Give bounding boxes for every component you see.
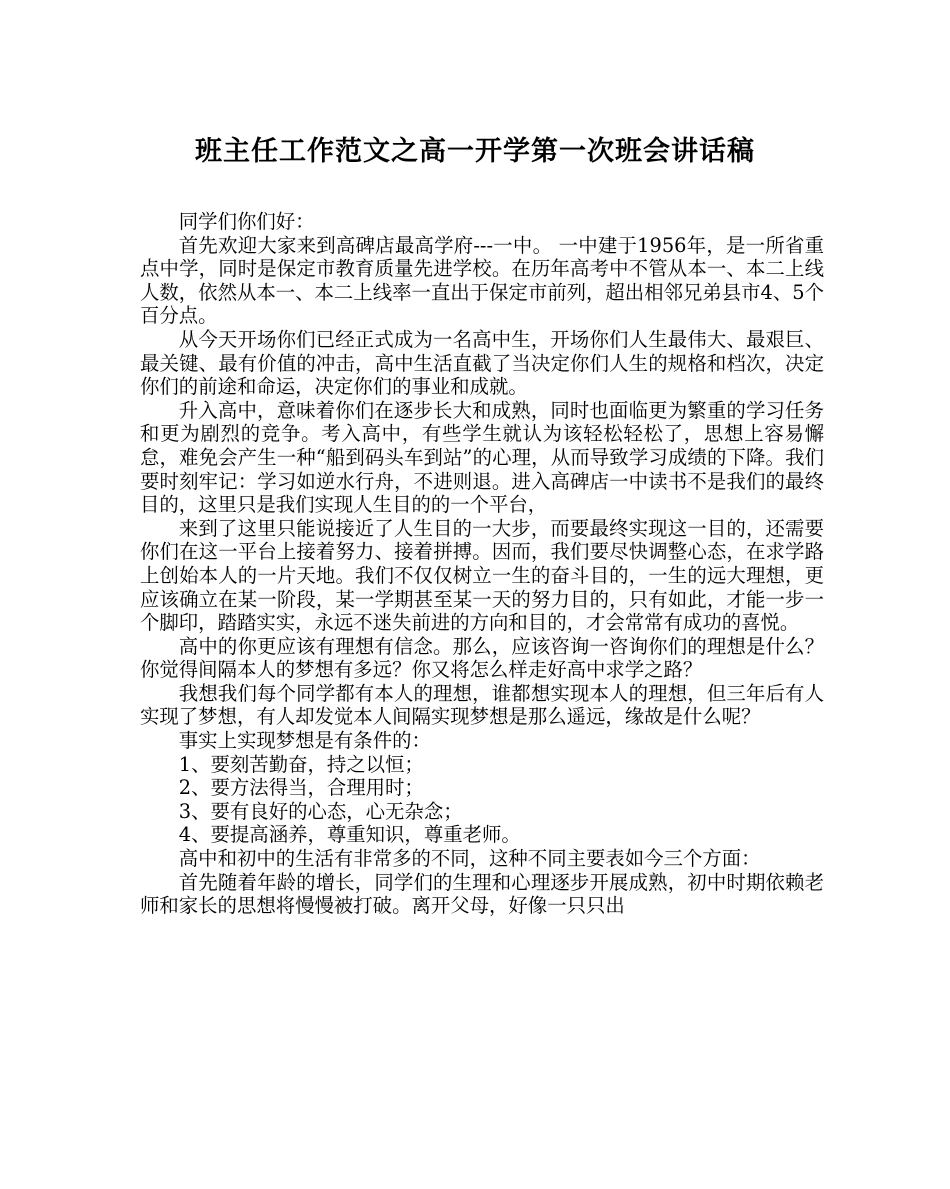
paragraph-greeting: 同学们你们好： <box>178 210 315 233</box>
paragraph-ideals-question: 高中的你更应该有理想有信念。那么，应该咨询一咨询你们的理想是什么？你觉得间隔本人的梦想有多远？你又将怎么样走好高中求学之路？ <box>140 634 824 682</box>
paragraph-dreams-reason: 我想我们每个同学都有本人的理想，谁都想实现本人的理想，但三年后有人实现了梦想，有人却发觉本人间隔实现梦想是那么遥远，缘故是什么呢？ <box>140 681 824 729</box>
paragraph-school-intro: 首先欢迎大家来到高碑店最高学府---一中。 一中建于1956年，是一所省重点中学，同时是保定市教育质量先进学校。在历年高考中不管从本一、本二上线人数，依然从本一、本二上线率一直出于保定市前列，超出相邻兄弟县市4、5个百分点。 <box>140 233 824 328</box>
list-item-condition-3: 3、要有良好的心态，心无杂念； <box>178 799 463 823</box>
document-title: 班主任工作范文之高一开学第一次班会讲话稿 <box>195 136 755 167</box>
paragraph-become-high-schooler: 从今天开场你们已经正式成为一名高中生，开场你们人生最伟大、最艰巨、最关键、最有价值的冲击，高中生活直截了当决定你们人生的规格和档次，决定你们的前途和命运，决定你们的事业和成就。 <box>140 327 824 399</box>
list-item-condition-4: 4、要提高涵养，尊重知识，尊重老师。 <box>178 823 521 847</box>
document-body <box>140 210 824 918</box>
paragraph-keep-striving: 来到了这里只能说接近了人生目的一大步，而要最终实现这一目的，还需要你们在这一平台上接着努力、接着拼搏。因而，我们要尽快调整心态，在求学路上创始本人的一片天地。我们不仅仅树立一生的奋斗目的，一生的远大理想，更应该确立在某一阶段，某一学期甚至某一天的努力目的，只有如此，才能一步一个脚印，踏踏实实，永远不迷失前进的方向和目的，才会常常有成功的喜悦。 <box>140 516 824 635</box>
list-item-condition-1: 1、要刻苦勤奋，持之以恒； <box>178 752 424 776</box>
paragraph-entering-high-school: 升入高中，意味着你们在逐步长大和成熟，同时也面临更为繁重的学习任务和更为剧烈的竞争。考入高中，有些学生就认为该轻松轻松了，思想上容易懈怠，难免会产生一种“船到码头车到站”的心理，从而导致学习成绩的下降。我们要时刻牢记：学习如逆水行舟，不进则退。进入高碑店一中读书不是我们的最终目的，这里只是我们实现人生目的的一个平台， <box>140 398 824 517</box>
paragraph-conditions-intro: 事实上实现梦想是有条件的： <box>178 729 431 753</box>
paragraph-differences-intro: 高中和初中的生活有非常多的不同，这种不同主要表如今三个方面： <box>178 847 761 871</box>
paragraph-first-difference: 首先随着年龄的增长，同学们的生理和心理逐步开展成熟，初中时期依赖老师和家长的思想将慢慢被打破。离开父母，好像一只只出 <box>140 870 824 918</box>
list-item-condition-2: 2、要方法得当，合理用时； <box>178 776 424 800</box>
